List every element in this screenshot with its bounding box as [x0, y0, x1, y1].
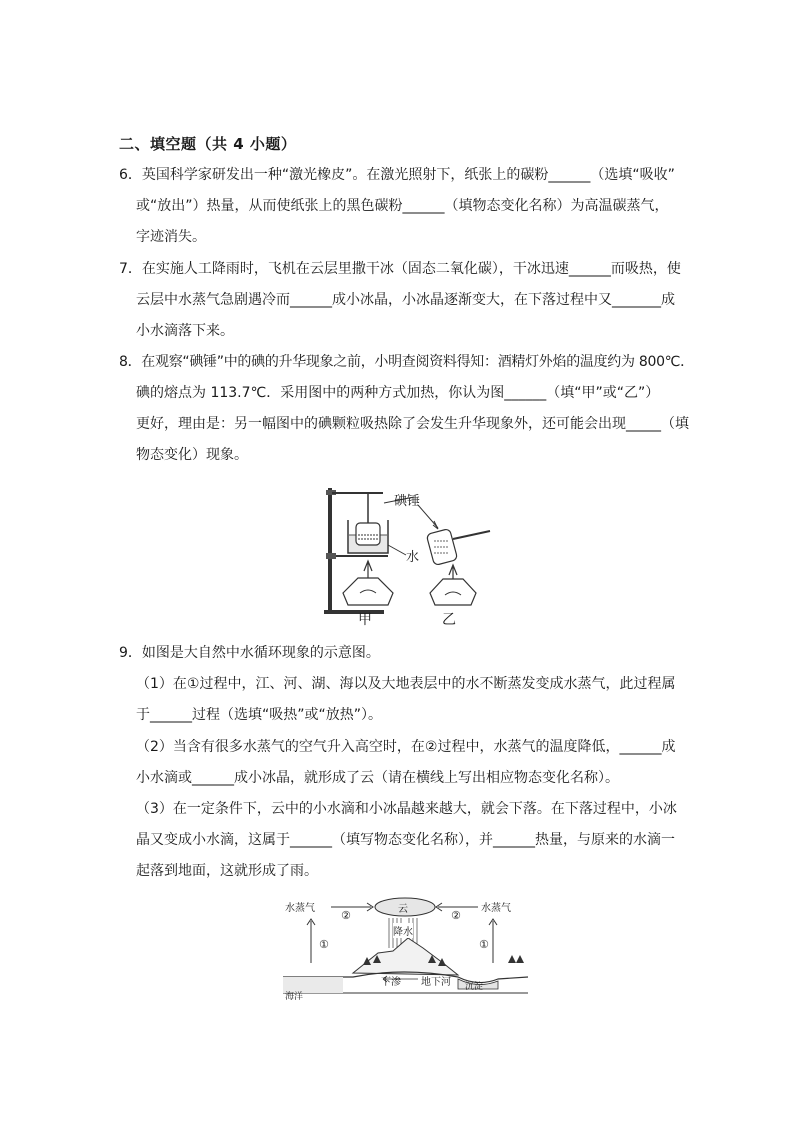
- q9-line-8: 起落到地面，这就形成了雨。: [136, 863, 318, 879]
- iodine-heating-figure: [318, 483, 493, 628]
- q9-line-2: （1）在①过程中，江、河、湖、海以及大地表层中的水不断蒸发变成水蒸气，此过程属: [136, 676, 676, 692]
- q9-line-5: 小水滴或______成小冰晶，就形成了云（请在横线上写出相应物态变化名称）。: [136, 770, 619, 786]
- label-iodine-hammer: 碘锤: [394, 494, 421, 509]
- q6-line-1: 6．英国科学家研发出一种“激光橡皮”。在激光照射下，纸张上的碳粉______（选填“吸收”: [119, 167, 675, 183]
- label-underground-river: 地下河: [421, 977, 451, 988]
- label-rain: 降水: [393, 923, 413, 938]
- q7-line-3: 小水滴落下来。: [136, 323, 234, 339]
- label-seep: 下渗: [381, 977, 401, 988]
- marker-2-left: ②: [341, 909, 351, 922]
- q7-line-2: 云层中水蒸气急剧遇冷而______成小冰晶，小冰晶逐渐变大，在下落过程中又_______成: [136, 292, 675, 308]
- label-water: 水: [406, 550, 420, 565]
- marker-1-right: ①: [479, 938, 489, 951]
- q9-line-4: （2）当含有很多水蒸气的空气升入高空时，在②过程中，水蒸气的温度降低，______成: [136, 739, 676, 755]
- marker-1-left: ①: [319, 938, 329, 951]
- label-vapor-left: 水蒸气: [285, 903, 315, 914]
- q8-line-3: 更好，理由是：另一幅图中的碘颗粒吸热除了会发生升华现象外，还可能会出现_____（填: [136, 416, 689, 432]
- q9-line-3: 于______过程（选填“吸热”或“放热”）。: [136, 707, 383, 723]
- q9-line-7: 晶又变成小水滴，这属于______（填写物态变化名称），并______热量，与原来的水滴一: [136, 832, 675, 848]
- q8-line-2: 碘的熔点为 113.7℃．采用图中的两种方式加热，你认为图______（填“甲”或“乙”）: [136, 385, 660, 401]
- water-cycle-figure: [283, 893, 528, 1003]
- q8-line-4: 物态变化）现象。: [136, 447, 248, 463]
- q8-line-1: 8．在观察“碘锤”中的碘的升华现象之前，小明查阅资料得知：酒精灯外焰的温度约为 800℃．: [119, 354, 694, 370]
- q9-line-6: （3）在一定条件下，云中的小水滴和小冰晶越来越大，就会下落。在下落过程中，小冰: [136, 801, 677, 817]
- q9-line-1: 9．如图是大自然中水循环现象的示意图。: [119, 645, 380, 661]
- label-vapor-right: 水蒸气: [481, 903, 511, 914]
- label-lake: 沉淀: [465, 982, 484, 992]
- q6-line-3: 字迹消失。: [136, 229, 206, 245]
- label-cloud: 云: [398, 904, 408, 915]
- label-sea: 海洋: [285, 992, 304, 1002]
- q6-line-2: 或“放出”）热量，从而使纸张上的黑色碳粉______（填物态变化名称）为高温碳蒸气，: [136, 198, 669, 214]
- label-figure-a: 甲: [358, 612, 372, 628]
- label-figure-b: 乙: [442, 612, 456, 628]
- q7-line-1: 7．在实施人工降雨时，飞机在云层里撒干冰（固态二氧化碳），干冰迅速______而吸热，使: [119, 261, 681, 277]
- section-heading: 二、填空题（共 4 小题）: [119, 135, 297, 153]
- marker-2-right: ②: [451, 909, 461, 922]
